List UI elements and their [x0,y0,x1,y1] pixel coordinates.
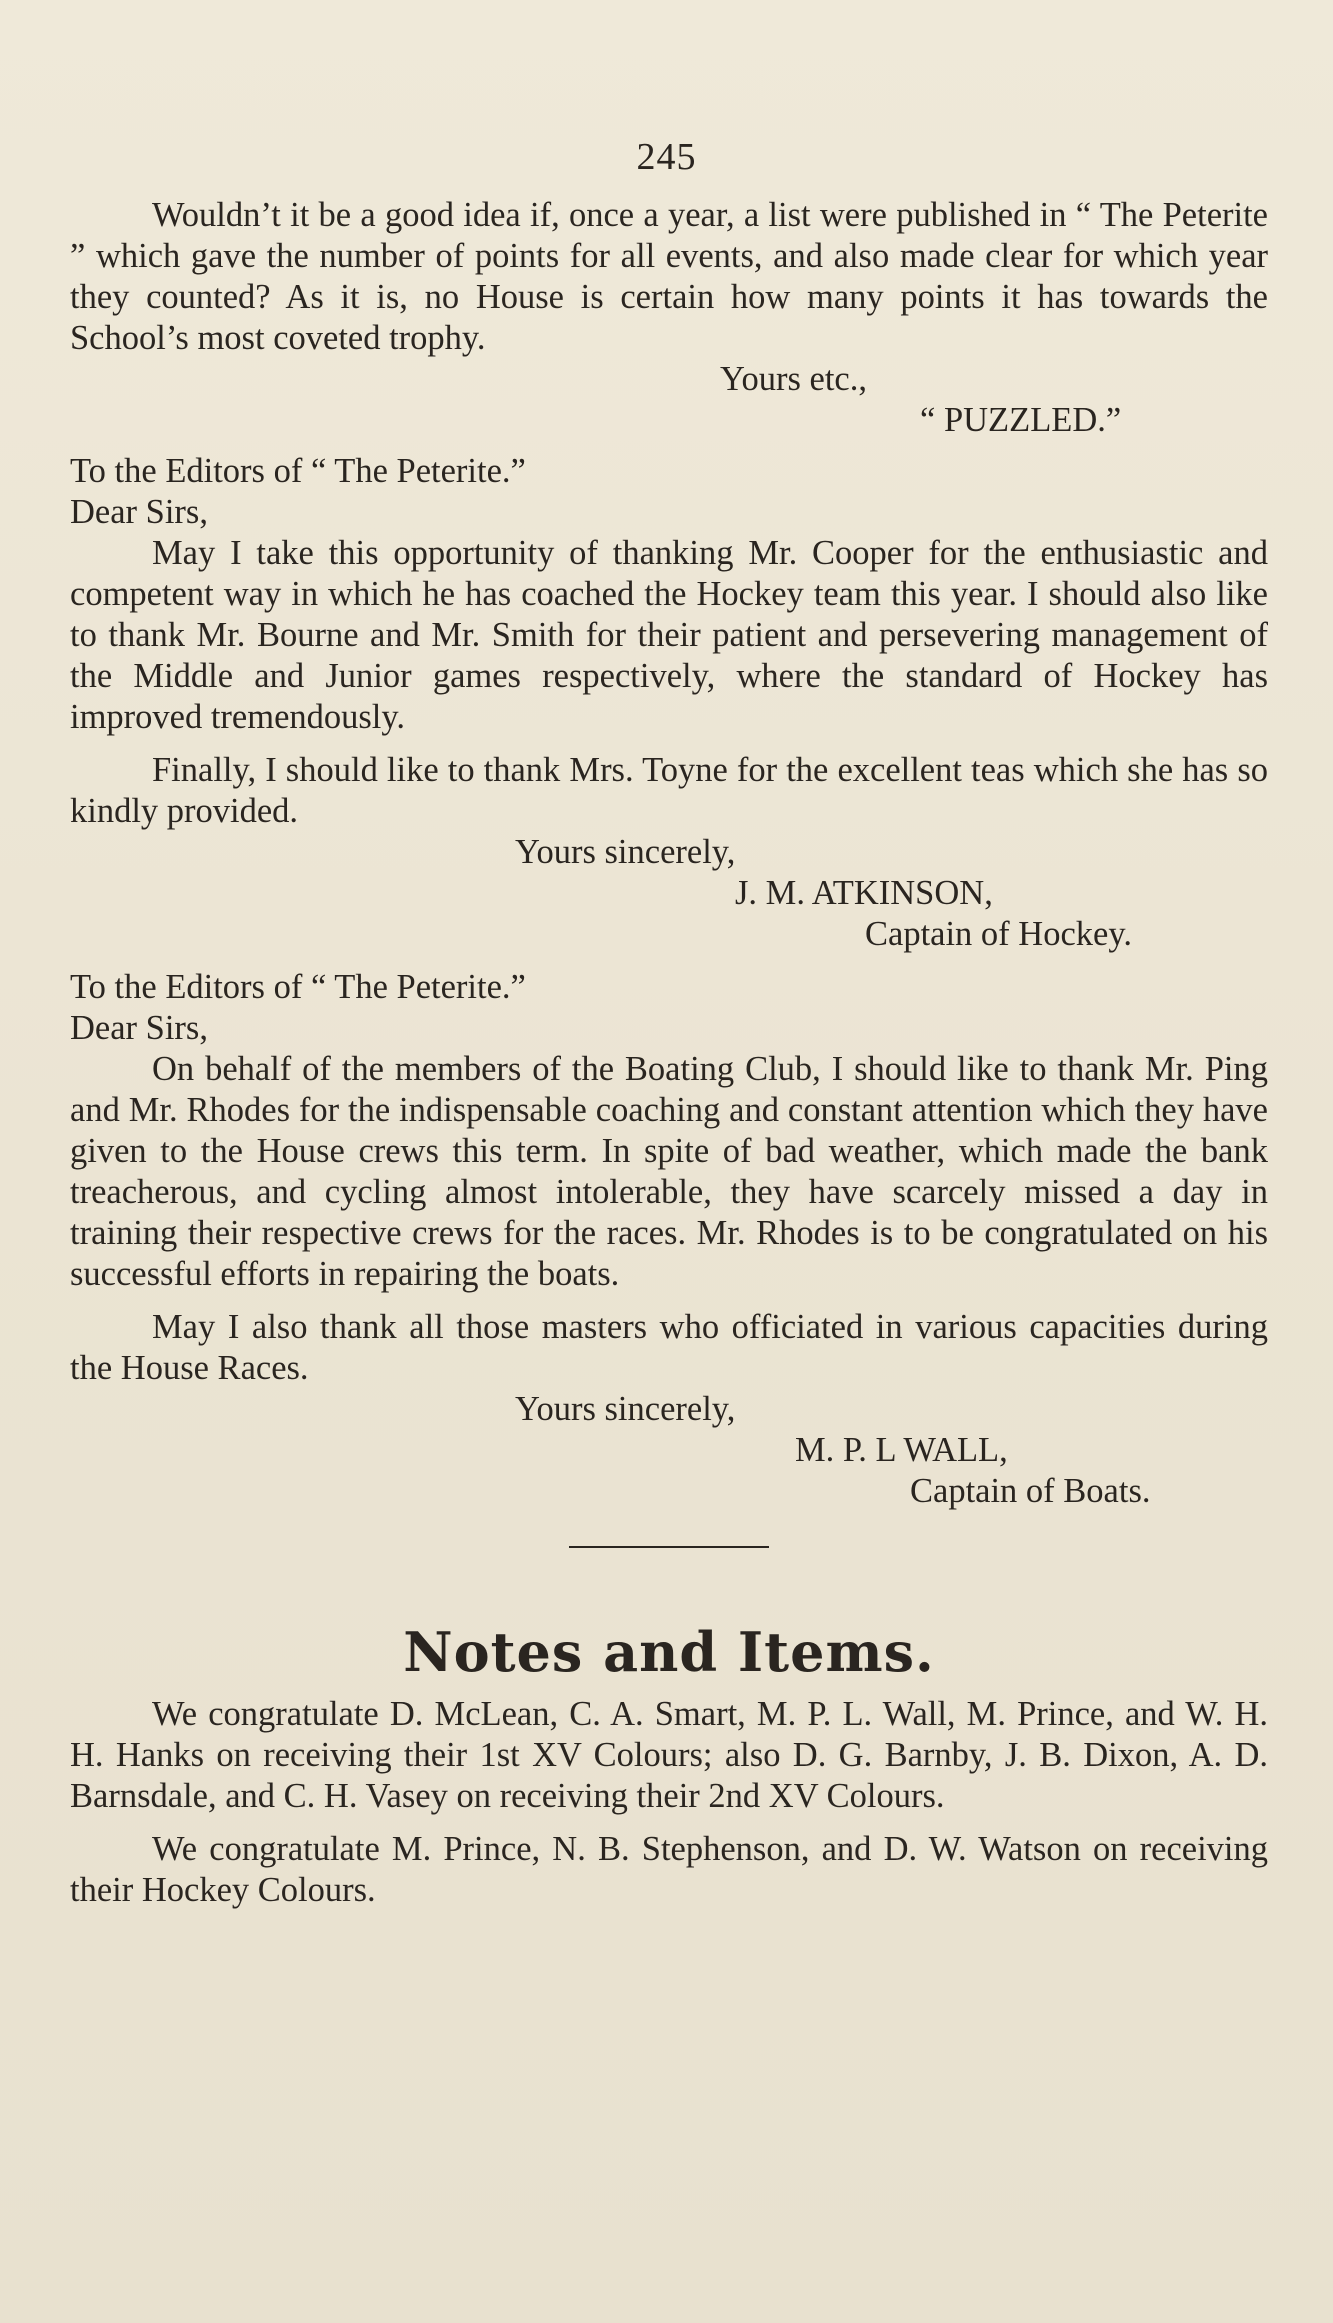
letter-signature: M. P. L WALL, [795,1431,1008,1469]
letter-salutation: Dear Sirs, [70,493,208,531]
letter-paragraph: May I also thank all those masters who officiated in various capacities during the House Races. [70,1308,1268,1387]
notes-paragraph: We congratulate D. McLean, C. A. Smart, M. P. L. Wall, M. Prince, and W. H. H. Hanks on receiving their 1st XV Colours; also D. G. Barnby, J. B. Dixon, A. D. Barnsdale, and C. H. Vasey on receiving their 2nd XV Colours. [70,1695,1268,1815]
page-body [70,195,1268,1911]
letter-boats [70,967,1268,1512]
letter-salutation: Dear Sirs, [70,1009,208,1047]
letter-hockey [70,451,1268,955]
letter-signature: “ PUZZLED.” [920,401,1122,439]
letter-address: To the Editors of “ The Peterite.” [70,968,526,1006]
letter-signatory-title: Captain of Hockey. [865,915,1132,953]
section-divider [569,1546,769,1548]
letter-address: To the Editors of “ The Peterite.” [70,452,526,490]
letter-paragraph: Finally, I should like to thank Mrs. Toyne for the excellent teas which she has so kindly provided. [70,751,1268,830]
page-number: 245 [636,136,697,178]
letter-closing: Yours sincerely, [515,1390,736,1428]
letter-paragraph: May I take this opportunity of thanking Mr. Cooper for the enthusiastic and competent way in which he has coached the Hockey team this year. I should also like to thank Mr. Bourne and Mr. Smith for their patient and persevering management of the Middle and Junior games respectively, where the standard of Hockey has improved tremendously. [70,534,1268,736]
letter-signatory-title: Captain of Boats. [910,1472,1151,1510]
section-heading: Notes and Items. [403,1620,935,1684]
letter-closing: Yours etc., [720,360,867,398]
letter-puzzled [70,195,1268,441]
letter-paragraph: On behalf of the members of the Boating Club, I should like to thank Mr. Ping and Mr. Rhodes for the indispensable coaching and constant attention which they have given to the House crews this term. In spite of bad weather, which made the bank treacherous, and cycling almost intolerable, they have scarcely missed a day in training their respective crews for the races. Mr. Rhodes is to be congratulated on his successful efforts in repairing the boats. [70,1050,1268,1293]
letter-paragraph: Wouldn’t it be a good idea if, once a year, a list were published in “ The Peterite ” which gave the number of points for all events, and also made clear for which year they counted? As it is, no House is certain how many points it has towards the School’s most coveted trophy. [70,196,1268,357]
notes-paragraph: We congratulate M. Prince, N. B. Stephenson, and D. W. Watson on receiving their Hockey Colours. [70,1830,1268,1909]
notes-and-items [70,1620,1268,1911]
letter-closing: Yours sincerely, [515,833,736,871]
letter-signature: J. M. ATKINSON, [735,874,993,912]
